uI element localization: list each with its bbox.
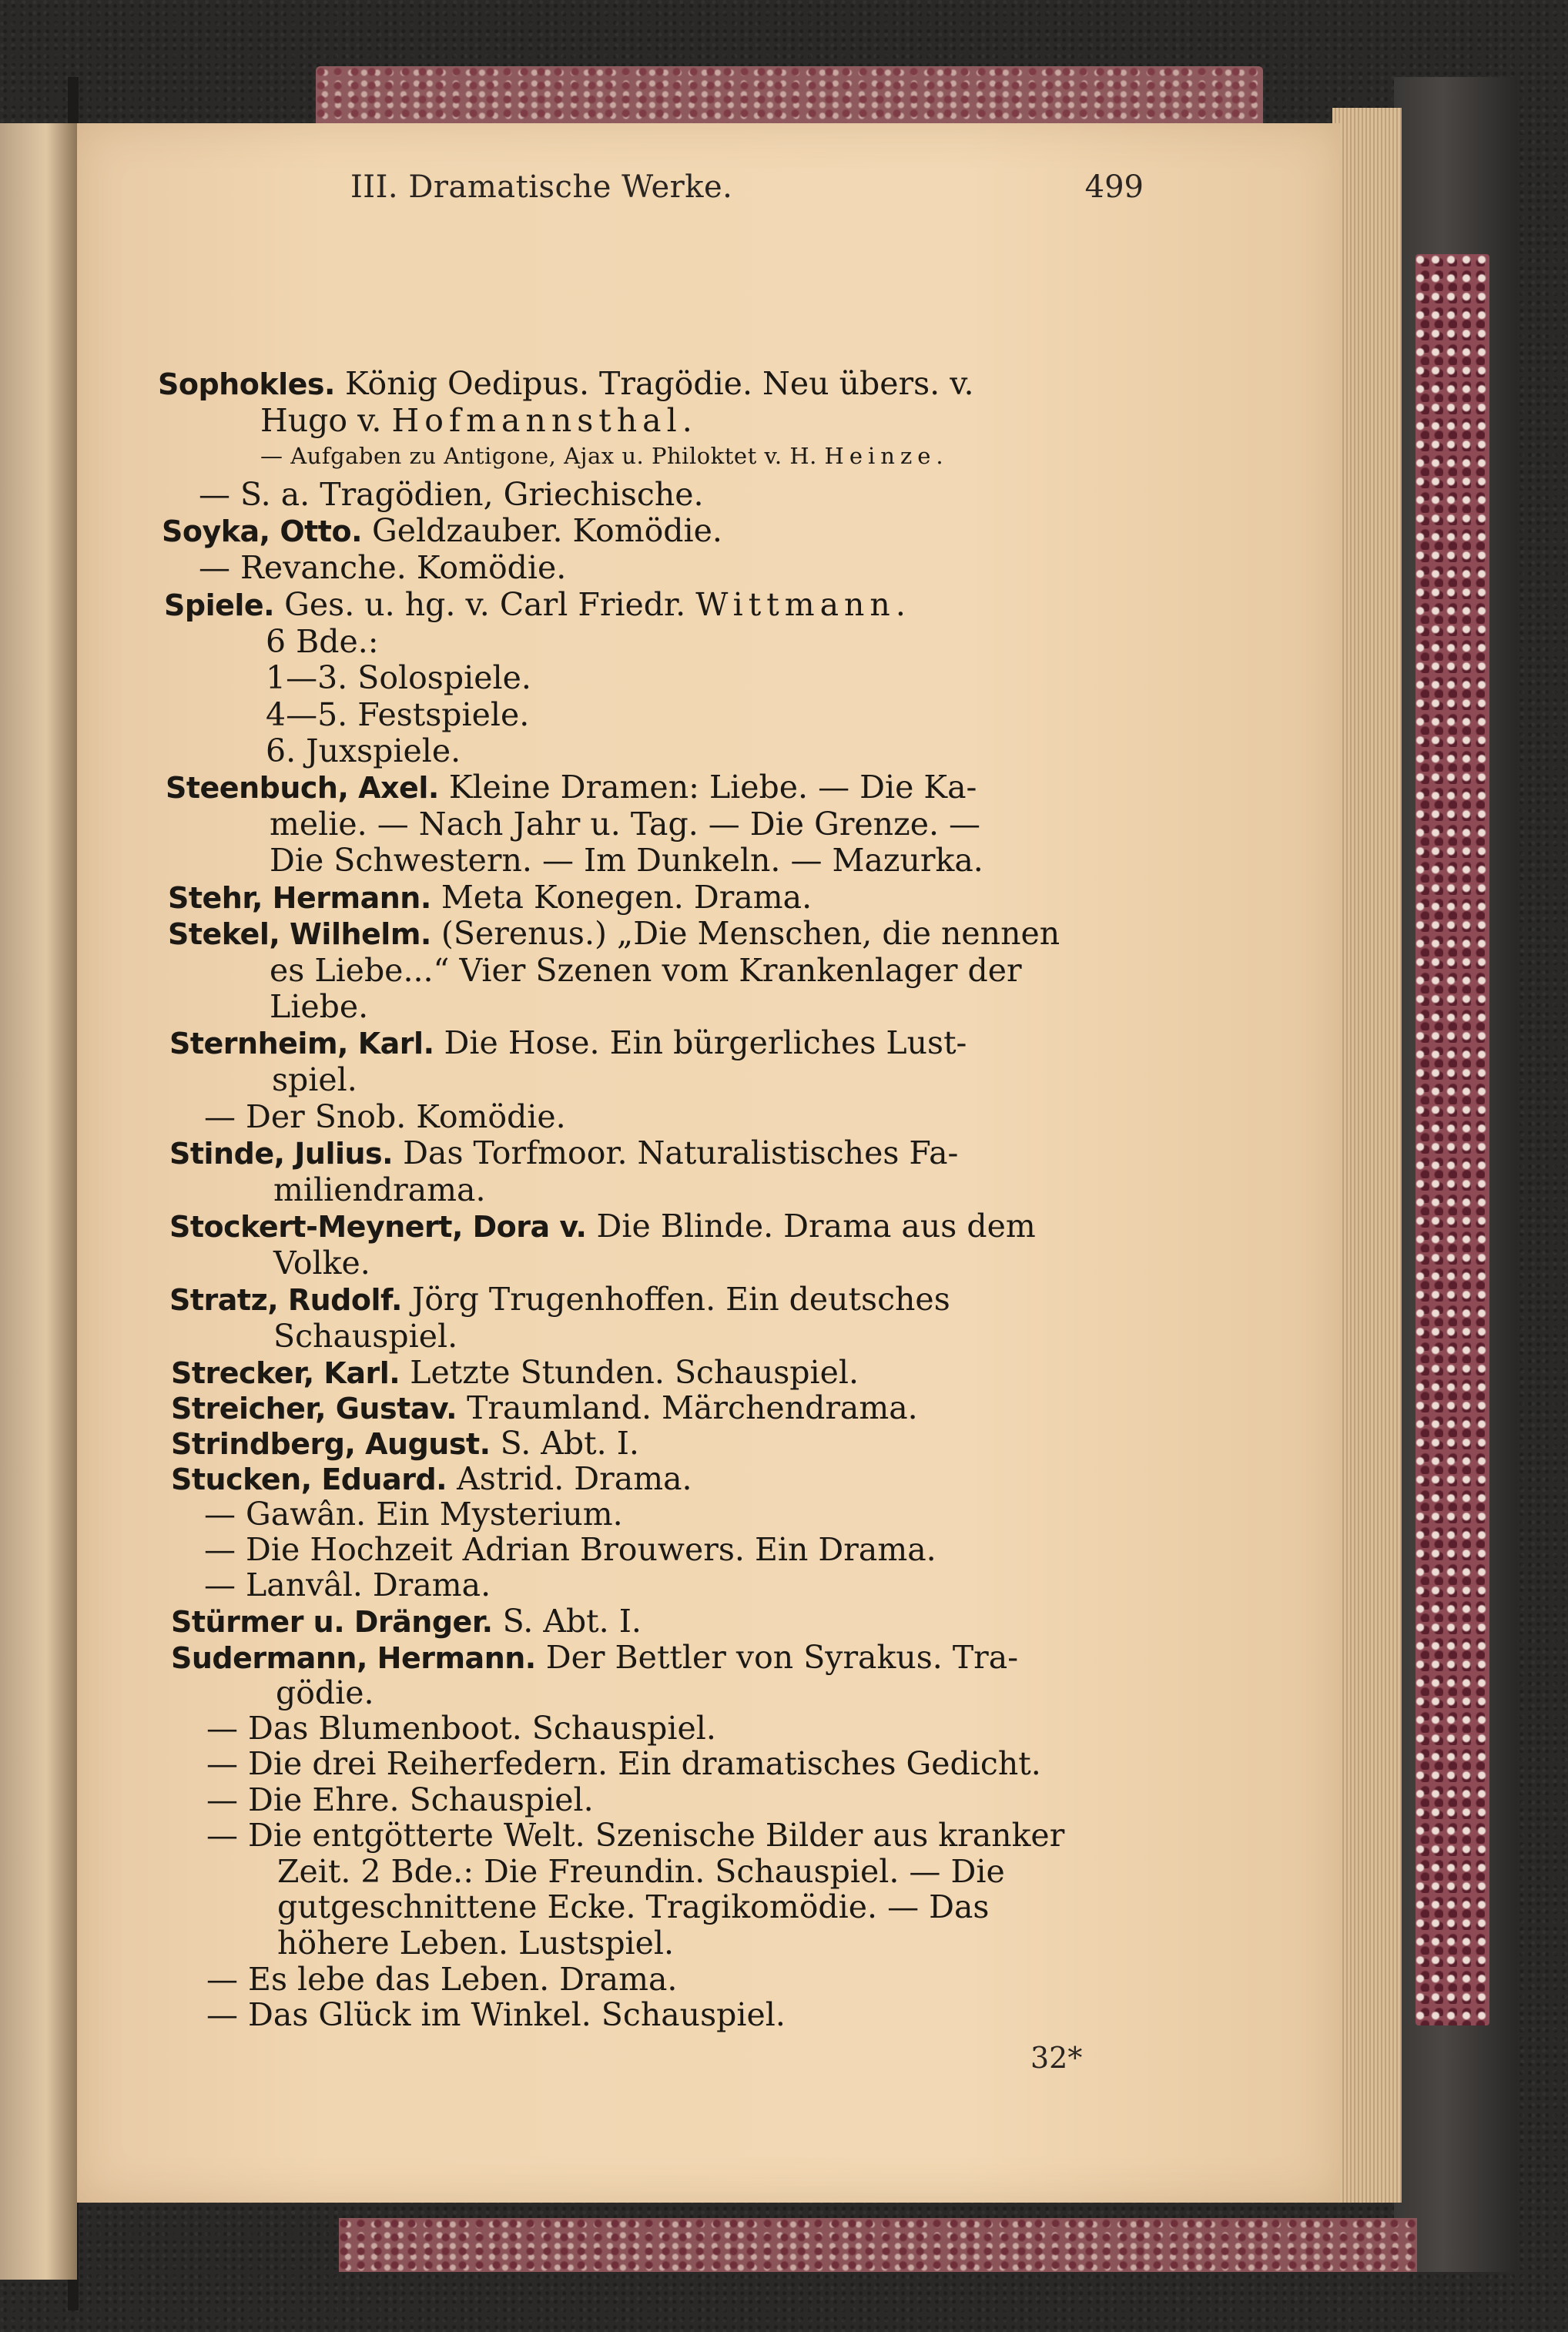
index-line: spiel.	[272, 1061, 357, 1098]
index-line: — Gawân. Ein Mysterium.	[204, 1496, 623, 1533]
index-line: Soyka, Otto. Geldzauber. Komödie.	[162, 512, 722, 549]
index-line: Liebe.	[270, 988, 369, 1025]
index-line: Steenbuch, Axel. Kleine Dramen: Liebe. — Die Ka-	[166, 769, 977, 806]
index-line: melie. — Nach Jahr u. Tag. — Die Grenze. —	[270, 806, 981, 843]
index-line: — Die entgötterte Welt. Szenische Bilder aus kranker	[206, 1817, 1065, 1854]
index-line: Stehr, Hermann. Meta Konegen. Drama.	[168, 879, 812, 916]
index-line: 6 Bde.:	[266, 623, 379, 660]
section-title: III. Dramatische Werke.	[350, 169, 733, 205]
left-page-edge	[0, 123, 77, 2280]
index-line: — Die Hochzeit Adrian Brouwers. Ein Drama.	[204, 1531, 936, 1568]
index-line: Stucken, Eduard. Astrid. Drama.	[171, 1460, 692, 1497]
page-number: 499	[1084, 169, 1144, 205]
index-line: Sternheim, Karl. Die Hose. Ein bürgerliches Lust-	[169, 1024, 967, 1061]
marbled-edge-right	[1416, 254, 1489, 2025]
index-line: — Lanvâl. Drama.	[204, 1566, 491, 1603]
index-line: — Aufgaben zu Antigone, Ajax u. Philoktet v. H. Heinze.	[260, 443, 949, 469]
index-line: Stürmer u. Dränger. S. Abt. I.	[171, 1603, 642, 1640]
index-line: Sophokles. König Oedipus. Tragödie. Neu übers. v.	[158, 365, 974, 402]
index-line: Stekel, Wilhelm. (Serenus.) „Die Menschen, die nennen	[168, 915, 1060, 952]
index-line: 1—3. Solospiele.	[266, 659, 531, 696]
index-line: Sudermann, Hermann. Der Bettler von Syrakus. Tra-	[171, 1639, 1019, 1676]
index-line: Volke.	[273, 1245, 370, 1282]
index-line: Zeit. 2 Bde.: Die Freundin. Schauspiel. — Die	[277, 1853, 1005, 1890]
index-line: — Das Glück im Winkel. Schauspiel.	[206, 1996, 786, 2033]
index-line: Hugo v. Hofmannsthal.	[260, 402, 698, 439]
index-line: gutgeschnittene Ecke. Tragikomödie. — Das	[277, 1888, 990, 1925]
page-stack-edges	[1332, 108, 1402, 2203]
index-line: gödie.	[276, 1674, 374, 1711]
index-line: es Liebe...“ Vier Szenen vom Krankenlager der	[270, 952, 1022, 989]
index-line: Strindberg, August. S. Abt. I.	[171, 1425, 639, 1462]
index-text	[85, 169, 1148, 2095]
index-line: höhere Leben. Lustspiel.	[277, 1925, 675, 1962]
marbled-edge-top	[316, 66, 1263, 128]
index-line: — Der Snob. Komödie.	[204, 1098, 566, 1135]
index-line: Stockert-Meynert, Dora v. Die Blinde. Drama aus dem	[169, 1208, 1036, 1245]
index-line: Die Schwestern. — Im Dunkeln. — Mazurka.	[270, 842, 983, 879]
marbled-edge-bottom	[339, 2218, 1417, 2272]
index-line: — S. a. Tragödien, Griechische.	[199, 476, 704, 513]
signature-mark: 32*	[1030, 2041, 1083, 2075]
index-line: Stratz, Rudolf. Jörg Trugenhoffen. Ein deutsches	[169, 1281, 950, 1318]
index-line: 6. Juxspiele.	[266, 732, 461, 769]
index-line: Stinde, Julius. Das Torfmoor. Naturalistisches Fa-	[169, 1134, 959, 1171]
index-line: — Die drei Reiherfedern. Ein dramatisches Gedicht.	[206, 1745, 1041, 1782]
index-line: — Das Blumenboot. Schauspiel.	[206, 1710, 716, 1747]
index-line: — Revanche. Komödie.	[199, 549, 567, 586]
index-line: Spiele. Ges. u. hg. v. Carl Friedr. Wittmann.	[164, 586, 911, 623]
index-line: — Es lebe das Leben. Drama.	[206, 1961, 678, 1998]
index-line: Streicher, Gustav. Traumland. Märchendrama.	[171, 1389, 918, 1426]
index-line: miliendrama.	[273, 1171, 486, 1208]
index-line: Strecker, Karl. Letzte Stunden. Schauspiel.	[171, 1354, 859, 1391]
index-line: — Die Ehre. Schauspiel.	[206, 1781, 594, 1818]
index-line: 4—5. Festspiele.	[266, 696, 530, 733]
index-line: Schauspiel.	[273, 1318, 458, 1355]
